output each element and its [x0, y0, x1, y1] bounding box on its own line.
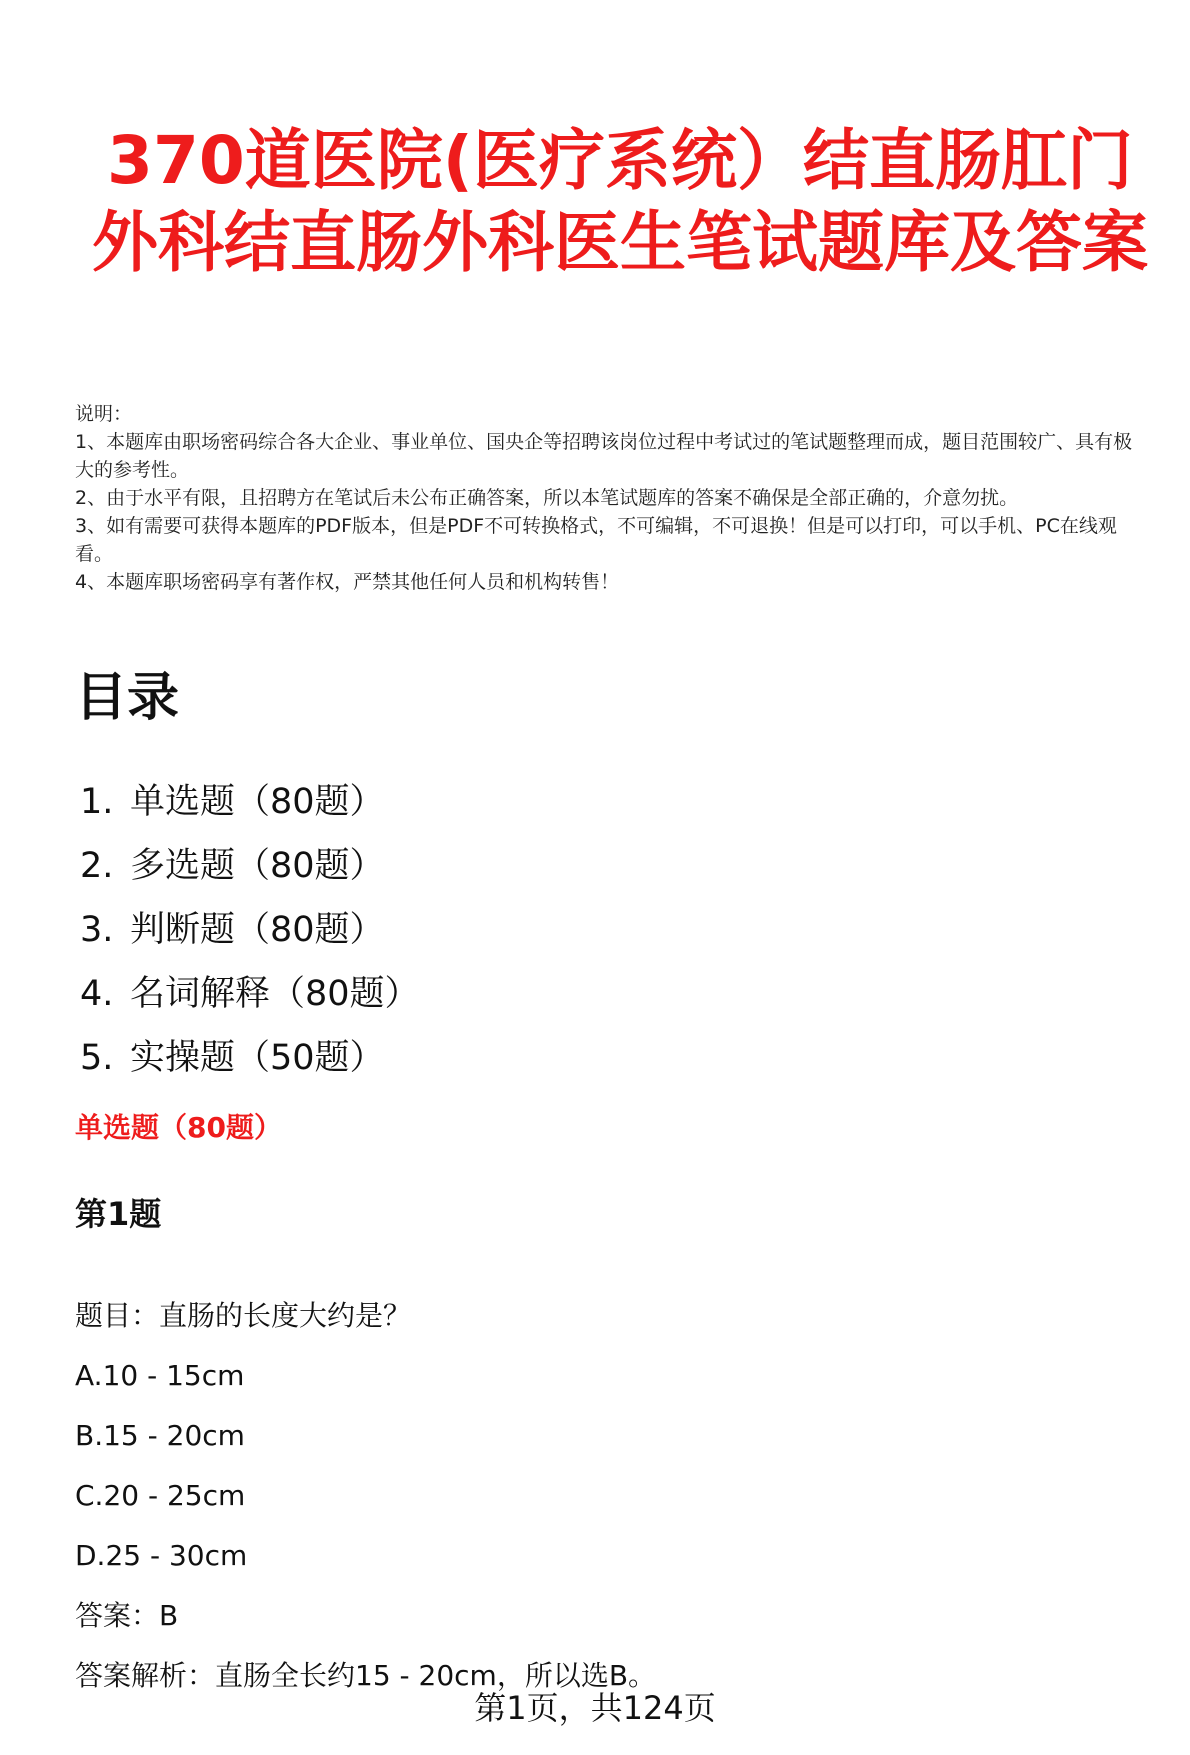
note-item: 1、本题库由职场密码综合各大企业、事业单位、国央企等招聘该岗位过程中考试过的笔试题整理而成，题目范围较广、具有极大的参考性。	[75, 431, 1133, 481]
toc-item-label: 名词解释（80题）	[130, 974, 420, 1014]
section-title: 单选题（80题）	[75, 1111, 282, 1144]
option-b: B.15 - 20cm	[75, 1419, 245, 1452]
option-c: C.20 - 25cm	[75, 1479, 246, 1512]
toc-item-label: 判断题（80题）	[130, 910, 385, 950]
answer: 答案：B	[75, 1599, 179, 1632]
toc-item[interactable]	[80, 770, 420, 834]
toc-item-number: 4.	[80, 974, 114, 1014]
note-item: 2、由于水平有限，且招聘方在笔试后未公布正确答案，所以本笔试题库的答案不确保是全部正确的，介意勿扰。	[75, 487, 1019, 509]
toc-item-label: 单选题（80题）	[130, 782, 385, 822]
toc-item-label: 实操题（50题）	[130, 1038, 385, 1078]
notes-heading: 说明：	[75, 403, 133, 425]
toc-item-number: 3.	[80, 910, 114, 950]
notes-block	[75, 400, 1150, 596]
toc-item-number: 2.	[80, 846, 114, 886]
option-a: A.10 - 15cm	[75, 1359, 245, 1392]
toc-item[interactable]	[80, 1026, 420, 1090]
note-item: 3、如有需要可获得本题库的PDF版本，但是PDF不可转换格式，不可编辑，不可退换！但是可以打印，可以手机、PC在线观看。	[75, 515, 1117, 565]
question-stem: 题目：直肠的长度大约是？	[75, 1299, 412, 1332]
toc-item-label: 多选题（80题）	[130, 846, 385, 886]
question-number: 第1题	[75, 1195, 162, 1233]
toc-item-number: 5.	[80, 1038, 114, 1078]
page-footer: 第1页，共124页	[474, 1689, 716, 1727]
toc-heading: 目录	[75, 668, 180, 728]
toc-item-number: 1.	[80, 782, 114, 822]
answer-analysis: 答案解析：直肠全长约15 - 20cm，所以选B。	[75, 1659, 657, 1692]
question-block	[75, 1286, 656, 1706]
table-of-contents	[80, 770, 420, 1090]
note-item: 4、本题库职场密码享有著作权，严禁其他任何人员和机构转售！	[75, 571, 620, 593]
toc-item[interactable]	[80, 898, 420, 962]
toc-item[interactable]	[80, 962, 420, 1026]
option-d: D.25 - 30cm	[75, 1539, 248, 1572]
toc-item[interactable]	[80, 834, 420, 898]
document-title: 370道医院(医疗系统）结直肠肛门外科结直肠外科医生笔试题库及答案	[92, 122, 1148, 281]
